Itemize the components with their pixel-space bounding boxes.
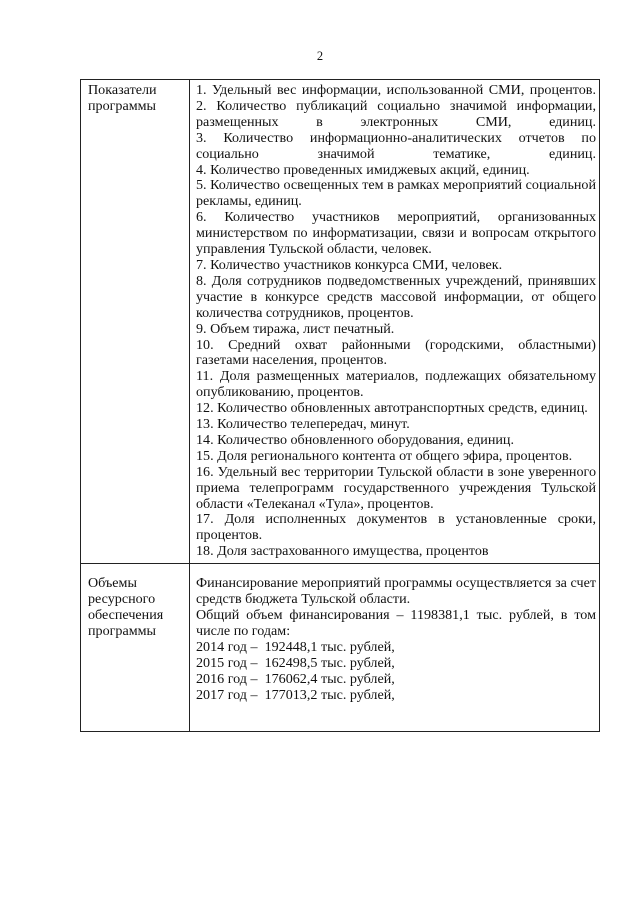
financing-year-row: 2014 год – 192448,1 тыс. рублей, bbox=[196, 638, 395, 655]
indicator-item: 7. Количество участников конкурса СМИ, человек. bbox=[196, 256, 503, 273]
indicator-item: 8. Доля сотрудников подведомственных учреждений, принявших участие в конкурсе средств массовой информации, от общего количества сотрудников, процентов. bbox=[196, 272, 596, 321]
page-number: 2 bbox=[316, 49, 324, 63]
indicator-item: 15. Доля регионального контента от общего эфира, процентов. bbox=[196, 447, 573, 464]
indicators-list bbox=[190, 80, 600, 564]
financing-source-text: Финансирование мероприятий программы осуществляется за счет средств бюджета Тульской области. bbox=[196, 575, 596, 608]
indicator-item: 9. Объем тиража, лист печатный. bbox=[196, 320, 395, 337]
financing-year-row: 2016 год – 176062,4 тыс. рублей, bbox=[196, 670, 395, 687]
financing-year-row: 2017 год – 177013,2 тыс. рублей, bbox=[196, 686, 395, 703]
indicator-item: 12. Количество обновленных автотранспортных средств, единиц. bbox=[196, 400, 588, 417]
table-row bbox=[81, 564, 600, 732]
row-label-resources: Объемы ресурсного обеспечения программы bbox=[81, 564, 190, 732]
indicator-item: 17. Доля исполненных документов в установленные сроки, процентов. bbox=[196, 511, 596, 544]
row-label-indicators: Показатели программы bbox=[81, 80, 190, 564]
indicator-item: 18. Доля застрахованного имущества, процентов bbox=[196, 543, 489, 560]
indicator-item: 3. Количество информационно-аналитических отчетов по социально значимой тематике, единиц. bbox=[196, 129, 596, 162]
indicator-item: 6. Количество участников мероприятий, организованных министерством по информатизации, связи и вопросам открытого управления Тульской области, человек. bbox=[196, 209, 596, 258]
indicator-item: 13. Количество телепередач, минут. bbox=[196, 416, 410, 433]
indicator-item: 14. Количество обновленного оборудования, единиц. bbox=[196, 431, 514, 448]
financing-total-text: Общий объем финансирования – 1198381,1 тыс. рублей, в том числе по годам: bbox=[196, 607, 596, 639]
indicator-item: 11. Доля размещенных материалов, подлежащих обязательному опубликованию, процентов. bbox=[196, 368, 596, 401]
indicator-item: 5. Количество освещенных тем в рамках мероприятий социальной рекламы, единиц. bbox=[196, 177, 596, 210]
indicator-item: 10. Средний охват районными (городскими, областными) газетами населения, процентов. bbox=[196, 336, 596, 369]
indicator-item: 4. Количество проведенных имиджевых акций, единиц. bbox=[196, 161, 530, 178]
financing-year-row: 2015 год – 162498,5 тыс. рублей, bbox=[196, 654, 395, 671]
indicator-item: 1. Удельный вес информации, использованной СМИ, процентов. bbox=[196, 82, 596, 98]
financing-block bbox=[190, 564, 600, 732]
indicator-item: 2. Количество публикаций социально значимой информации, размещенных в электронных СМИ, единиц. bbox=[196, 97, 596, 130]
indicator-item: 16. Удельный вес территории Тульской области в зоне уверенного приема телепрограмм государственного учреждения Тульской области «Телеканал «Тула», процентов. bbox=[196, 463, 596, 512]
table-row bbox=[81, 80, 600, 564]
program-passport-table bbox=[80, 79, 600, 732]
